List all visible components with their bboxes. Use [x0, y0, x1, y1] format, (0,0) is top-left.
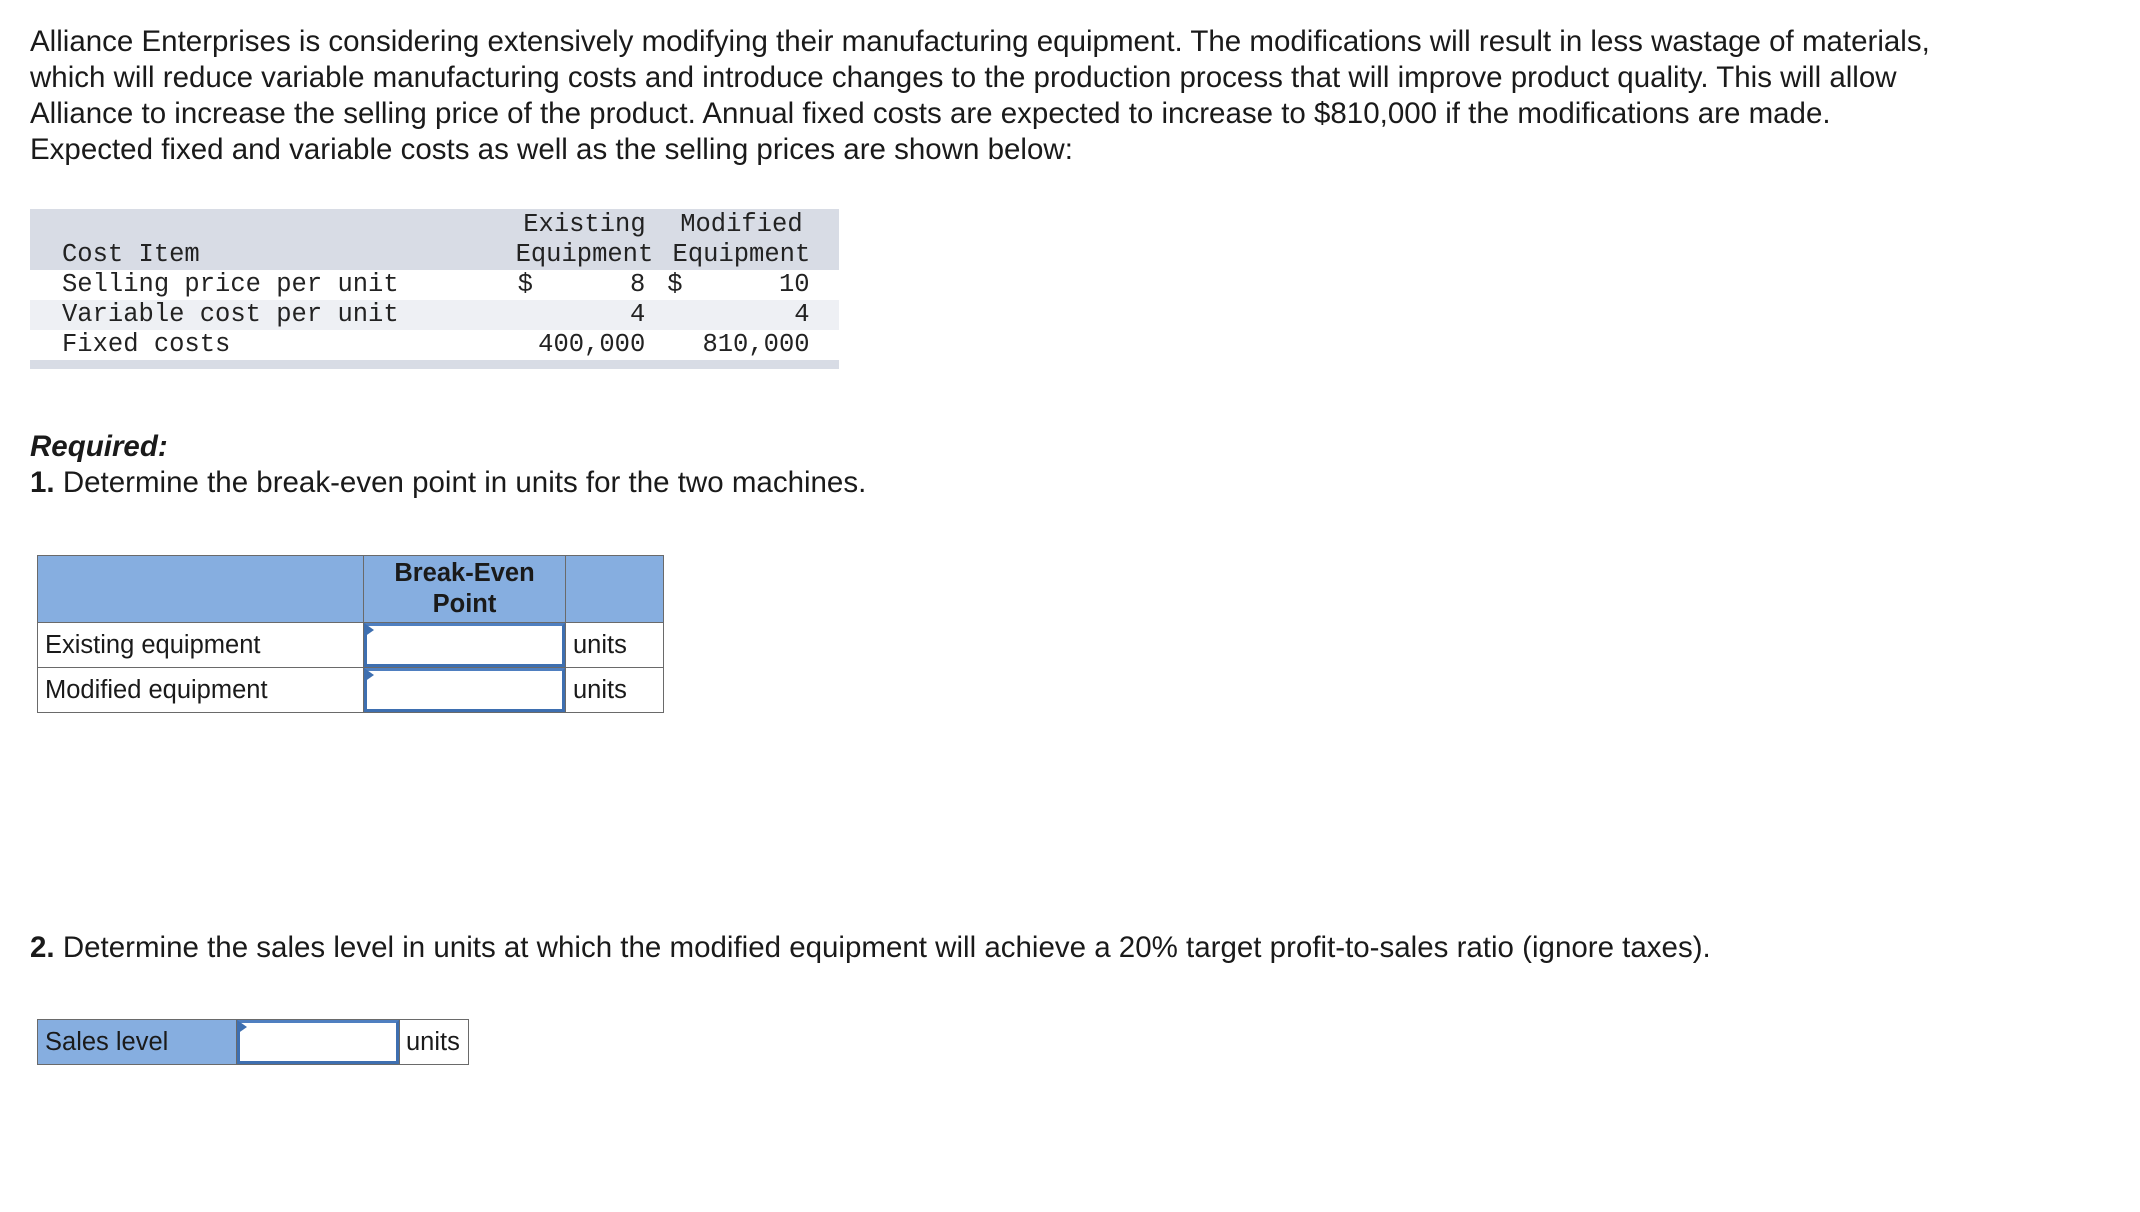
required-heading: Required:: [30, 430, 168, 463]
breakeven-row-existing: [38, 623, 664, 668]
header-cost-item: Cost Item: [30, 240, 510, 270]
cost-item-label: Variable cost per unit: [30, 300, 510, 330]
breakeven-row-modified: [38, 668, 664, 713]
cost-item-label: Fixed costs: [30, 330, 510, 365]
cost-table-header-row-1: [30, 209, 839, 240]
existing-value: 8: [629, 270, 646, 299]
sales-level-table: [37, 1019, 469, 1065]
currency-symbol: $: [517, 270, 533, 299]
unit-label: units: [566, 623, 664, 668]
breakeven-answer-table: [37, 555, 664, 713]
unit-label: units: [400, 1020, 469, 1065]
question-2-text: Determine the sales level in units at which the modified equipment will achieve a 20% target profit-to-sales ratio (ignore taxes).: [62, 931, 1711, 964]
unit-label: units: [566, 668, 664, 713]
question-1-text: Determine the break-even point in units for the two machines.: [62, 466, 867, 499]
breakeven-header-row: [38, 556, 664, 623]
sales-level-label: Sales level: [38, 1020, 237, 1065]
flag-icon: [364, 623, 374, 637]
breakeven-modified-input[interactable]: [364, 668, 565, 712]
header-existing-line2: Equipment: [510, 240, 660, 270]
flag-icon: [237, 1020, 247, 1034]
question-1-number: 1.: [30, 466, 55, 499]
currency-symbol: $: [667, 270, 683, 299]
existing-value: 4: [510, 300, 660, 330]
header-modified-line2: Equipment: [659, 240, 823, 270]
modified-value: 10: [778, 270, 810, 299]
cost-item-label: Selling price per unit: [30, 270, 510, 300]
cost-table-header-row-2: [30, 240, 839, 270]
question-2: [30, 931, 1711, 965]
modified-value: 4: [659, 300, 823, 330]
cost-row-selling-price: [30, 270, 839, 300]
cost-row-fixed-costs: [30, 330, 839, 365]
flag-icon: [364, 668, 374, 682]
existing-value: 400,000: [510, 330, 660, 365]
cost-row-variable-cost: [30, 300, 839, 330]
modified-value: 810,000: [659, 330, 823, 365]
row-label-modified: Modified equipment: [38, 668, 364, 713]
cost-table: [30, 209, 839, 369]
problem-intro: Alliance Enterprises is considering extensively modifying their manufacturing equipment. The modifications will result in less wastage of materials, which will reduce variable manufacturing costs and introduce changes to the production process that will improve product quality. This will allow Alliance to increase the selling price of the product. Annual fixed costs are expected to increase to $810,000 if the modifications are made. Expected fixed and variable costs as well as the selling prices are shown below:: [30, 25, 1930, 166]
header-existing-line1: Existing: [510, 209, 660, 240]
question-2-number: 2.: [30, 931, 55, 964]
question-1: [30, 466, 866, 500]
row-label-existing: Existing equipment: [38, 623, 364, 668]
breakeven-existing-input[interactable]: [364, 623, 565, 667]
header-modified-line1: Modified: [659, 209, 823, 240]
sales-level-row: [38, 1020, 469, 1065]
sales-level-input[interactable]: [237, 1020, 399, 1064]
breakeven-header: Break-Even Point: [364, 556, 566, 623]
